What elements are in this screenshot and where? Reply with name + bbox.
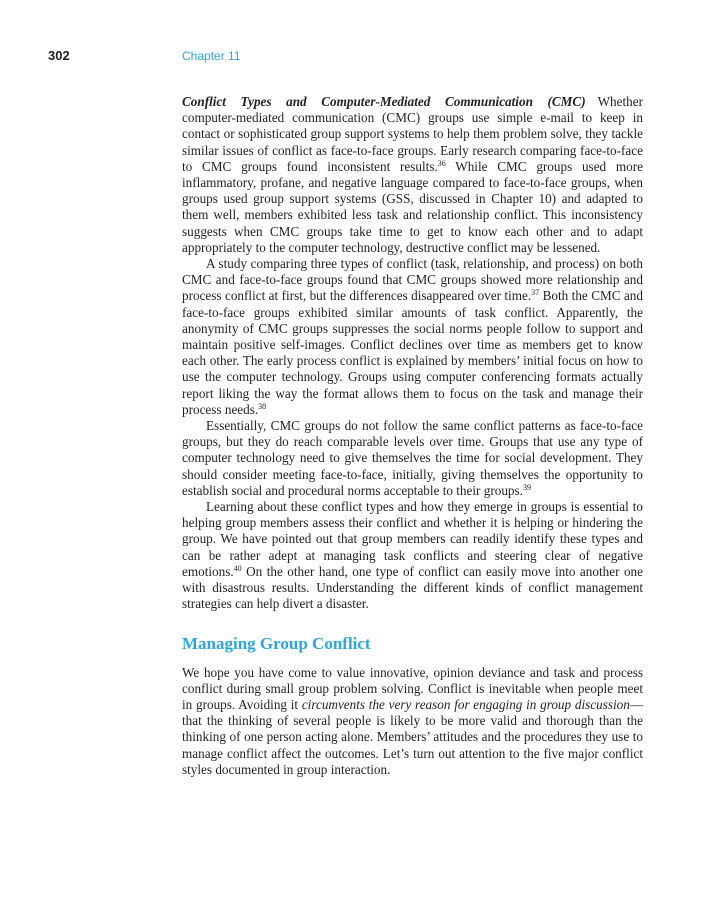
paragraph-study xyxy=(182,256,643,418)
paragraph-text: A study comparing three types of conflict (task, relationship, and process) on both CMC and face-to-face groups found that CMC groups showed more relationship and process conflict at first, but the differences disappeared over time. xyxy=(182,256,643,304)
paragraph-text: Both the CMC and face-to-face groups exhibited similar amounts of task conflict. Apparently, the anonymity of CMC groups suppresses the social norms people follow to support and maintain positive self-images. Conflict declines over time as members get to know each other. The early process conflict is explained by members’ initial focus on how to use the computer technology. Groups using computer conferencing formats actually report liking the way the format allows them to focus on the task and manage their process needs. xyxy=(182,288,643,417)
paragraph-essentially xyxy=(182,418,643,499)
footnote-ref: 40 xyxy=(233,563,242,573)
paragraph-learning xyxy=(182,499,643,612)
footnote-ref: 39 xyxy=(522,482,531,492)
footnote-ref: 36 xyxy=(437,158,446,168)
footnote-ref: 37 xyxy=(531,288,540,298)
section-heading-managing-conflict: Managing Group Conflict xyxy=(182,633,371,653)
page-number: 302 xyxy=(48,48,70,63)
footnote-ref: 38 xyxy=(258,401,267,411)
paragraph-text: Learning about these conflict types and how they emerge in groups is essential to helping group members assess their conflict and whether it is helping or hindering the group. We have pointed out that group members can readily identify these types and can be rather adept at managing task conflicts and steering clear of negative emotions. xyxy=(182,499,643,579)
paragraph-text: While CMC groups used more inflammatory, profane, and negative language compared to face-to-face groups, when groups used group support systems (GSS, discussed in Chapter 10) and adapted to them well, members exhibited less task and relationship conflict. This inconsistency suggests when CMC groups take time to get to know each other and to adapt appropriately to the computer technology, destructive conflict may be lessened. xyxy=(182,158,643,255)
paragraph-text: —that the thinking of several people is likely to be more valid and thorough than the thinking of one person acting alone. Members’ attitudes and the procedures they use to manage conflict affect the outcomes. Let’s turn out attention to the five major conflict styles documented in group interaction. xyxy=(182,696,643,777)
emphasized-phrase: circumvents the very reason for engaging in group discussion xyxy=(301,696,630,712)
page-body xyxy=(182,94,643,778)
chapter-label: Chapter 11 xyxy=(182,49,241,63)
paragraph-cmc-intro xyxy=(182,94,643,256)
paragraph-managing xyxy=(182,665,643,778)
paragraph-text: On the other hand, one type of conflict can easily move into another one with disastrous results. Understanding the different kinds of conflict management strategies can help divert a disaster. xyxy=(182,563,643,612)
paragraph-text: Whether computer-mediated communication (CMC) groups use simple e-mail to keep in contact or sophisticated group support systems to help them problem solve, they tackle similar issues of conflict as face-to-face groups. Early research comparing face-to-face to CMC groups found inconsistent results. xyxy=(182,94,643,174)
paragraph-text: We hope you have come to value innovative, opinion deviance and task and process conflict during small group problem solving. Conflict is inevitable when people meet in groups. Avoiding it xyxy=(182,664,643,712)
cmc-run-in-heading: Conflict Types and Computer-Mediated Communication (CMC) xyxy=(182,94,586,109)
paragraph-text: Essentially, CMC groups do not follow the same conflict patterns as face-to-face groups, but they do reach comparable levels over time. Groups that use any type of computer technology need to give themselves the time for social development. They should consider meeting face-to-face, initially, giving themselves the opportunity to establish social and procedural norms acceptable to their groups. xyxy=(182,418,643,498)
